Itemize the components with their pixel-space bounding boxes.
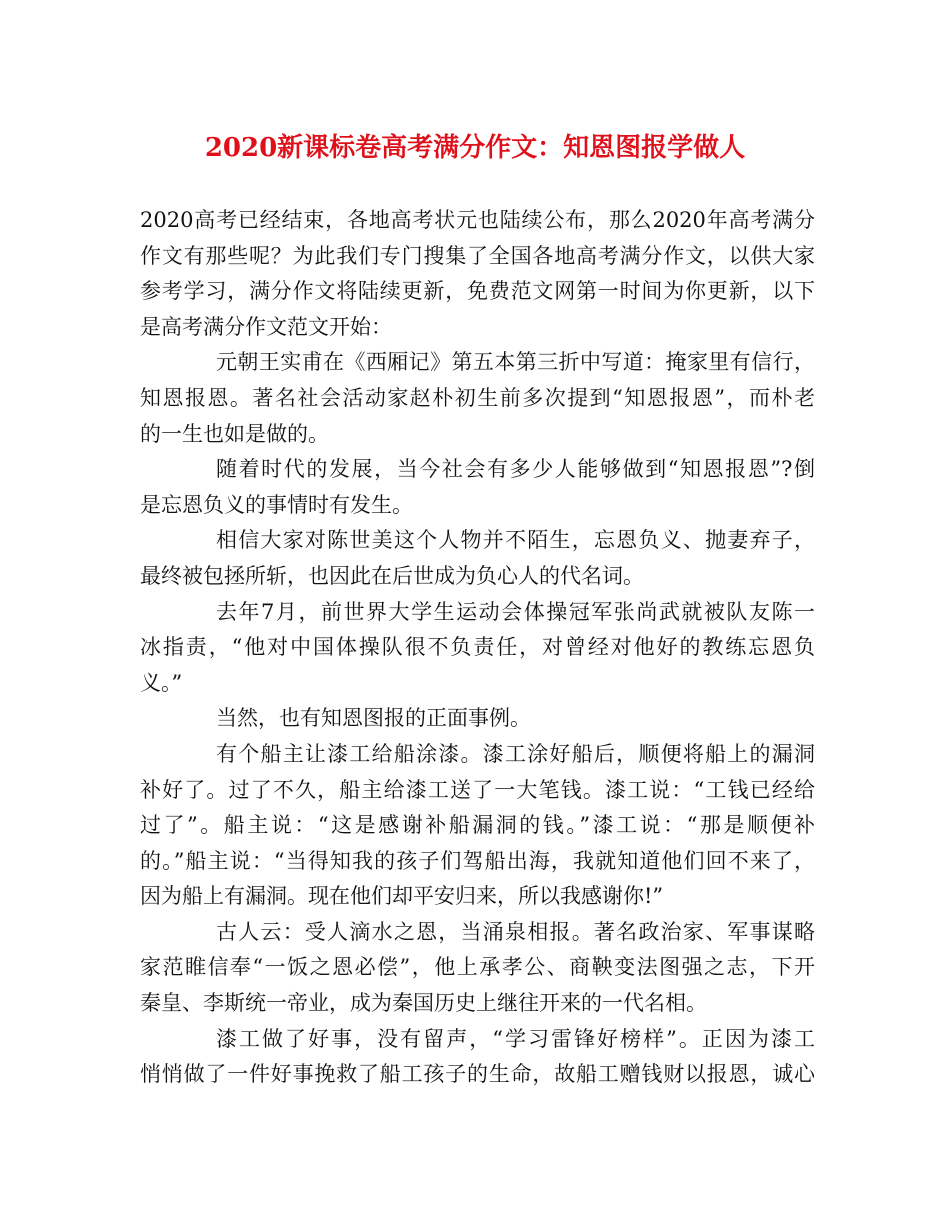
text-line: 过了”。船主说：“这是感谢补船漏洞的钱。”漆工说：“那是顺便补 bbox=[140, 813, 815, 838]
text-line: 义。” bbox=[140, 670, 183, 695]
text-line: 的。”船主说：“当得知我的孩子们驾船出海，我就知道他们回不来了， bbox=[140, 848, 815, 873]
text-line: 冰指责，“他对中国体操队很不负责任，对曾经对他好的教练忘恩负 bbox=[140, 635, 815, 660]
text-line: 2020高考已经结束，各地高考状元也陆续公布，那么2020年高考满分 bbox=[140, 208, 815, 232]
text-line: 漆工做了好事，没有留声，“学习雷锋好榜样”。正因为漆工 bbox=[216, 1026, 815, 1051]
text-line: 元朝王实甫在《西厢记》第五本第三折中写道：掩家里有信行， bbox=[216, 350, 815, 375]
text-line: 知恩报恩。著名社会活动家赵朴初生前多次提到“知恩报恩”，而朴老 bbox=[140, 385, 815, 410]
text-line: 家范睢信奉“一饭之恩必偿”，他上承孝公、商鞅变法图强之志，下开 bbox=[140, 955, 815, 980]
text-line: 相信大家对陈世美这个人物并不陌生，忘恩负义、抛妻弃子， bbox=[216, 528, 815, 553]
text-line: 因为船上有漏洞。现在他们却平安归来，所以我感谢你!” bbox=[140, 884, 664, 909]
text-line: 最终被包拯所斩，也因此在后世成为负心人的代名词。 bbox=[140, 563, 644, 588]
text-line: 的一生也如是做的。 bbox=[140, 421, 329, 446]
text-line: 秦皇、李斯统一帝业，成为秦国历史上继往开来的一代名相。 bbox=[140, 991, 707, 1016]
text-line: 悄悄做了一件好事挽救了船工孩子的生命，故船工赠钱财以报恩，诚心 bbox=[140, 1062, 815, 1087]
text-line: 补好了。过了不久，船主给漆工送了一大笔钱。漆工说：“工钱已经给 bbox=[140, 777, 815, 802]
text-line: 古人云：受人滴水之恩，当涌泉相报。著名政治家、军事谋略 bbox=[216, 919, 815, 944]
text-line: 有个船主让漆工给船涂漆。漆工涂好船后，顺便将船上的漏洞 bbox=[216, 741, 815, 766]
text-line: 随着时代的发展，当今社会有多少人能够做到“知恩报恩”?倒 bbox=[216, 457, 815, 482]
document-title: 2020新课标卷高考满分作文：知恩图报学做人 bbox=[204, 133, 746, 163]
document-body bbox=[140, 203, 815, 1093]
text-line: 去年7月，前世界大学生运动会体操冠军张尚武就被队友陈一 bbox=[216, 599, 815, 624]
text-line: 作文有那些呢？为此我们专门搜集了全国各地高考满分作文，以供大家 bbox=[140, 243, 815, 268]
text-line: 参考学习，满分作文将陆续更新，免费范文网第一时间为你更新，以下 bbox=[140, 279, 815, 304]
text-line: 当然，也有知恩图报的正面事例。 bbox=[216, 706, 531, 731]
text-line: 是忘恩负义的事情时有发生。 bbox=[140, 492, 413, 517]
text-line: 是高考满分作文范文开始： bbox=[140, 314, 392, 339]
